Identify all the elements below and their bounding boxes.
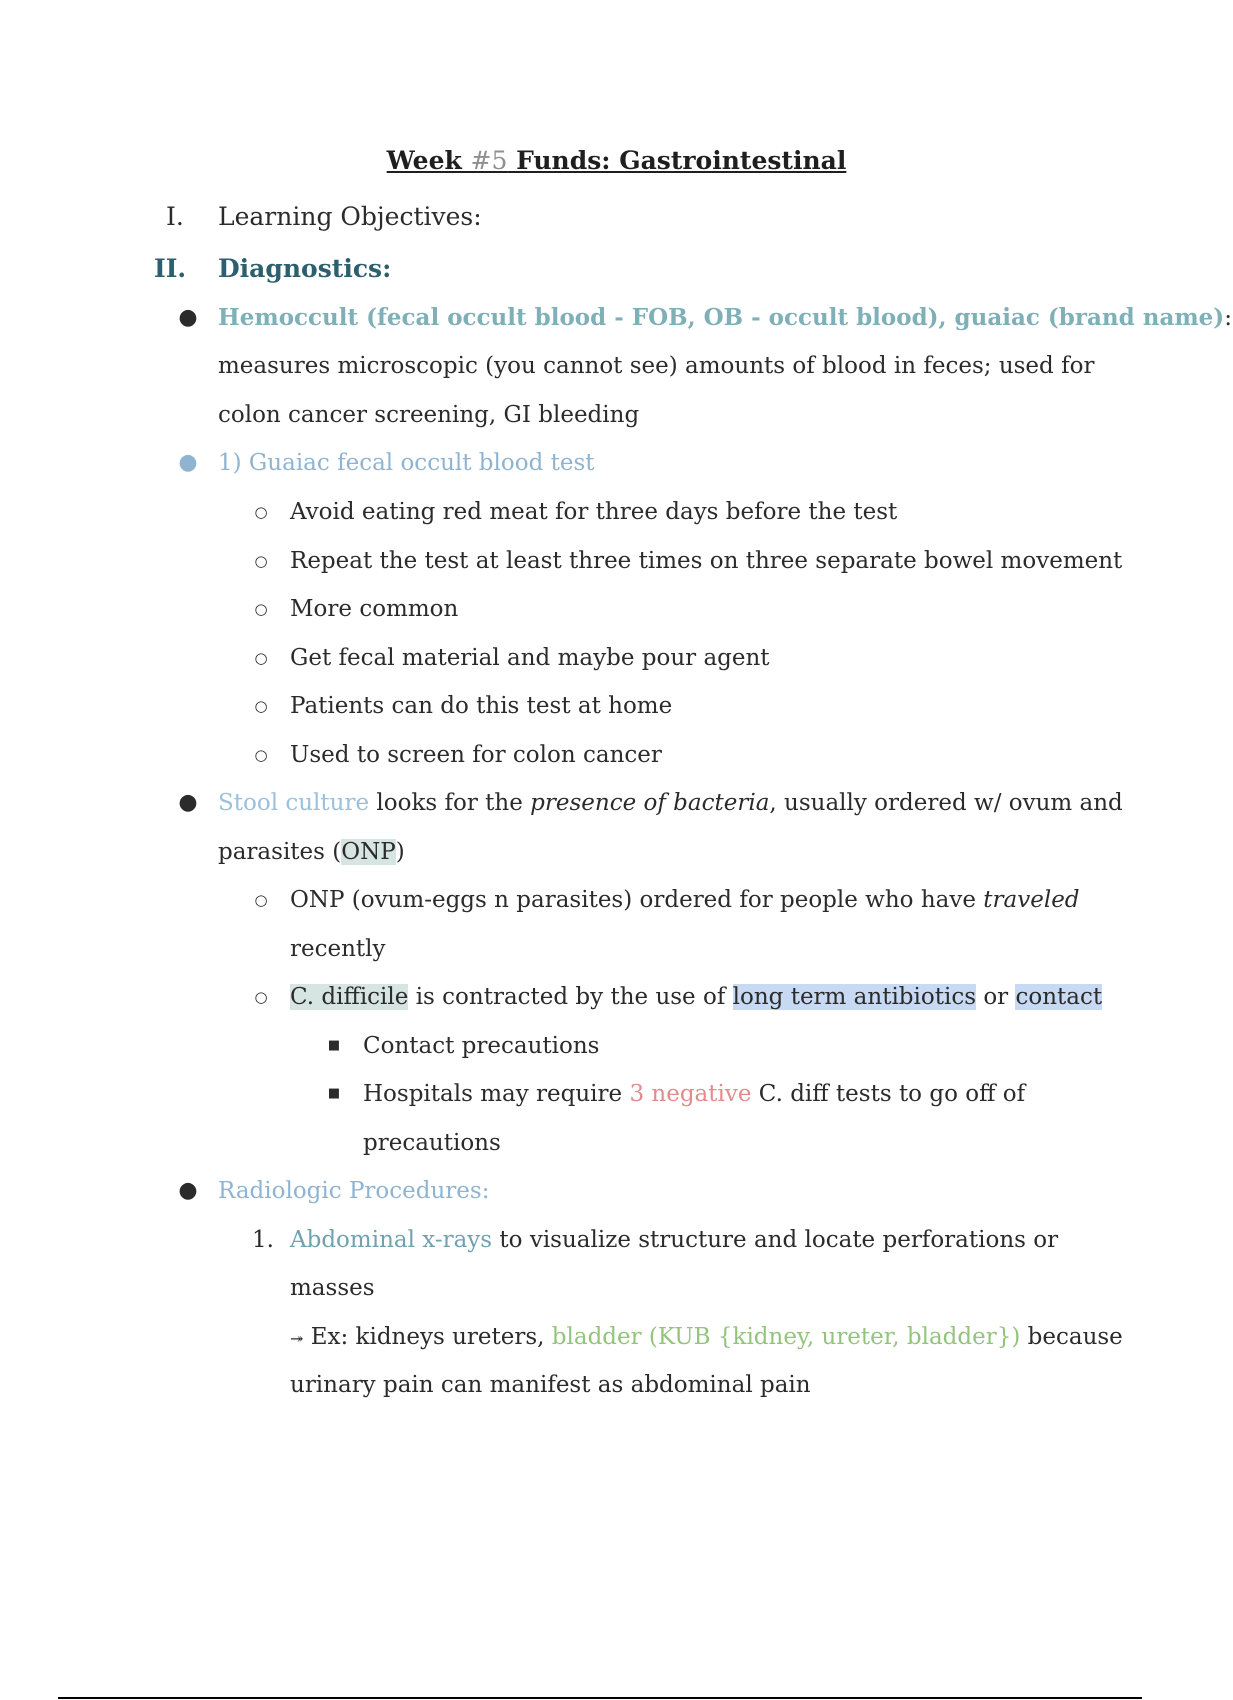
guaiac-heading: 1) Guaiac fecal occult blood test — [218, 450, 595, 476]
stool-culture-term: Stool culture — [218, 790, 370, 816]
precautions-line-2: precautions — [363, 1130, 501, 1156]
list-number: 1. — [252, 1227, 274, 1253]
hemoccult-term: Hemoccult (fecal occult blood - FOB, OB - occult blood), guaiac (brand name) — [218, 304, 1225, 331]
bullet-circle: ○ — [254, 988, 268, 1006]
arrow-icon: ↠ — [290, 1329, 304, 1348]
bullet-circle: ○ — [254, 503, 268, 521]
bullet-circle: ○ — [254, 697, 268, 715]
contact-highlight: contact — [1015, 984, 1103, 1010]
bullet-dot: ● — [178, 450, 198, 475]
bullet-dot: ● — [178, 305, 198, 330]
xray-term: Abdominal x-rays — [290, 1227, 493, 1253]
page-title: Week #5 Funds: Gastrointestinal — [386, 146, 847, 175]
hemoccult-line-2: measures microscopic (you cannot see) amounts of blood in feces; used for — [218, 353, 1095, 379]
cdiff-highlight: C. difficile — [290, 984, 409, 1010]
antibiotics-highlight: long term antibiotics — [732, 984, 977, 1010]
bullet-dot: ● — [178, 1178, 198, 1203]
hemoccult-line-3: colon cancer screening, GI bleeding — [218, 402, 640, 428]
bullet-square: ■ — [327, 1038, 341, 1053]
kub-text: bladder (KUB {kidney, ureter, bladder}) — [551, 1324, 1021, 1350]
section-label: Diagnostics: — [218, 254, 392, 283]
document-page: Week #5 Funds: Gastrointestinal I. Learning Objectives: II. Diagnostics: ● Hemoccult (fecal occult blood - FOB, OB - occult blood), guaiac (brand name): measures microscopic (you cannot see) amounts of blood in feces; used for colon cancer screening, GI bleeding ● 1) Guaiac fecal occult blood test ○ Avoid eating red meat for three days before the test ○ Repeat the test at least three times on three separate bowel movement ○ More common ○ Get fecal material and maybe pour agent ○ Patients can do this test at home ○ Used to screen for colon cancer ● Stool culture looks for the presence of bacteria, usually ordered w/ ovum and parasites (ONP) ○ ONP (ovum-eggs n parasites) ordered for people who have traveled recently ○ C. difficile is contracted by the use of long term antibiotics or contact ■ Contact precautions ■ Hospitals may require 3 negative C. diff tests to go off of precautions ● Radiologic Procedures: 1. Abdominal x-rays to visualize structure and locate perforations or masses ↠ Ex: kidneys ureters, bladder (KUB {kidney, ureter, bladder}) because urinary pain can manifest as abdominal pain — [0, 0, 1200, 1700]
section-label: Learning Objectives: — [218, 202, 482, 231]
bullet-circle: ○ — [254, 600, 268, 618]
bullet-circle: ○ — [254, 891, 268, 909]
bullet-square: ■ — [327, 1086, 341, 1101]
section-numeral: II. — [154, 254, 187, 283]
page-bottom-rule — [58, 1697, 1142, 1699]
xray-example: ↠ Ex: kidneys ureters, bladder (KUB {kidney, ureter, bladder}) because — [290, 1324, 1123, 1350]
radiologic-heading: Radiologic Procedures: — [218, 1178, 490, 1204]
onp-line-2: recently — [290, 936, 386, 962]
negative-tests-text: 3 negative — [629, 1081, 752, 1107]
bullet-circle: ○ — [254, 746, 268, 764]
xray-line-2: masses — [290, 1275, 375, 1301]
bullet-dot: ● — [178, 790, 198, 815]
xray-example-line-2: urinary pain can manifest as abdominal pain — [290, 1372, 811, 1398]
onp-highlight: ONP — [341, 839, 396, 865]
section-numeral: I. — [166, 202, 184, 231]
week-number: #5 — [470, 146, 508, 175]
bullet-circle: ○ — [254, 552, 268, 570]
stool-line-2: parasites (ONP) — [218, 839, 405, 865]
bullet-circle: ○ — [254, 649, 268, 667]
